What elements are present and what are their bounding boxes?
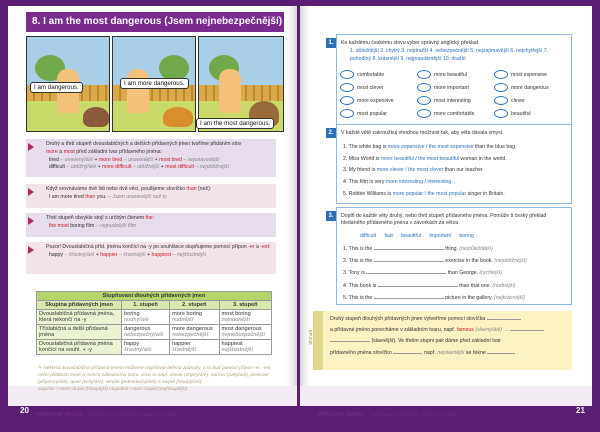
table-header: 3. stupeň: [219, 301, 271, 310]
table-header: 1. stupeň: [122, 301, 170, 310]
option-item[interactable]: clever: [494, 96, 571, 105]
table-header: Skupina přídavných jmen: [37, 301, 122, 310]
option-item[interactable]: most expensive: [494, 70, 571, 79]
answer-blank[interactable]: [487, 353, 515, 354]
option-item[interactable]: more important: [417, 83, 494, 92]
speech-bubble-2: I am more dangerous.: [120, 78, 189, 89]
answer-oval[interactable]: [340, 96, 354, 105]
grammar-text-4: Pozor! Dvouslabičná příd. jména končící na -y po souhlásce stupňujeme pomocí přípon -er a -est: happy – šťastný/á/é + happier – šťastnější + happiest – nejšťastnější: [46, 244, 271, 258]
answer-oval[interactable]: [417, 83, 431, 92]
answer-blank[interactable]: [374, 249, 444, 250]
bullet-arrow-icon: [28, 143, 34, 151]
option-item[interactable]: more beautiful: [417, 70, 494, 79]
exercise-3-instruction: Doplň do každé věty druhý, nebo třetí stupeň přídavného jména. Pomůže ti český překlad hledaného přídavného jména v závorkách za větou.: [341, 213, 547, 227]
answer-oval[interactable]: [340, 109, 354, 118]
sentence-item[interactable]: 1. The white bag is more expensive / the most expensive than the blue bag.: [343, 144, 517, 150]
answer-blank[interactable]: [366, 273, 446, 274]
answer-oval[interactable]: [417, 70, 431, 79]
tiger-image: [163, 107, 193, 127]
left-page-number: 20: [20, 406, 29, 415]
answer-oval[interactable]: [494, 96, 508, 105]
grammar-text-3: Třetí stupeň obvykle stojí s určitým členem the: the most boring film – nejnudnější film: [46, 215, 155, 229]
sentence-item: 2. This is the exercise in the book. (nejobtížnější): [343, 258, 527, 265]
answer-blank[interactable]: [378, 286, 458, 287]
word-bank: difficult fast beautiful important boring: [360, 233, 474, 239]
dog-image: [83, 107, 109, 127]
right-footer: [300, 386, 592, 406]
option-item[interactable]: most popular: [340, 109, 417, 118]
answer-oval[interactable]: [417, 109, 431, 118]
answer-blank[interactable]: [374, 261, 444, 262]
answer-blank[interactable]: [330, 341, 370, 342]
sentence-item[interactable]: 5. Robbie Williams is more popular / the most popular singer in Britain.: [343, 190, 505, 197]
table-title: Stupňování dlouhých přídavných jmen: [37, 292, 272, 301]
bullet-arrow-icon: [28, 217, 34, 225]
exercise-2-number: 2.: [326, 128, 336, 138]
section-title: 8. I am the most dangerous (Jsem nejnebezpečnější): [26, 12, 284, 32]
exercise-1-words: 1. důležitější 2. chytrý 3. nejdražší 4. nebezpečnější 5. nejzajímavější 6. nejchytřejší 7. pohodlný 8. krásnější 9. nejpopulárnější 10. dražší: [350, 48, 549, 62]
cartoon-illustration: [26, 36, 284, 132]
sentence-item[interactable]: 2. Miss World is more beautiful / the most beautiful woman in the world.: [343, 155, 507, 162]
summary-text: Druhý stupeň dlouhých přídavných jmen vytvoříme pomocí slovíčka a přídavné jméno ponecháme v základním tvaru, např. famous (slavný/á/é) → (slavnější). Ve třetím stupni pak dáme před základní tvar přídavného jména slovíčko , např. nejslavnější se řekne: [330, 314, 566, 359]
option-item[interactable]: more comfortable: [417, 109, 494, 118]
option-item[interactable]: most interesting: [417, 96, 494, 105]
sentence-item[interactable]: 3. My friend is more clever / the most clever than our teacher.: [343, 167, 484, 174]
answer-blank[interactable]: [487, 319, 521, 320]
exercise-3-sentences: [343, 243, 569, 304]
exercise-3-number: 3.: [326, 211, 336, 221]
exercise-1-number: 1.: [326, 38, 336, 48]
table-row: Dvouslabičná přídavná jména, která nekončí na -y boring nudný/á/é more boring nudnější most boring nejnudnější: [37, 310, 272, 325]
answer-blank[interactable]: [510, 330, 544, 331]
answer-oval[interactable]: [340, 70, 354, 79]
option-item[interactable]: more dangerous: [494, 83, 571, 92]
right-footer-text: PŘÍDAVNÁ JMÉNA – Stupňování dlouhých přídavných jmen: [318, 412, 459, 418]
answer-oval[interactable]: [494, 70, 508, 79]
speech-bubble-3: I am the most dangerous.: [196, 118, 274, 129]
exercise-2-sentences: [343, 142, 569, 201]
option-item[interactable]: most clever: [340, 83, 417, 92]
table-row: Tříslabičná a delší přídavná jména dangerous nebezpečný/á/é more dangerous nebezpečnější most dangerous nejnebezpečnější: [37, 325, 272, 340]
answer-oval[interactable]: [417, 96, 431, 105]
sentence-item: 5. This is the picture in the gallery. (nejkrásnější): [343, 294, 526, 301]
sentence-item[interactable]: 4. This film is very more interesting / interesting.: [343, 179, 453, 186]
option-item[interactable]: beautiful: [494, 109, 571, 118]
right-page-number: 21: [576, 406, 585, 415]
table-row: Dvouslabičná přídavná jména končící na souhl. + -y happy šťastný/á/é happier šťastnější happiest nejšťastnější: [37, 340, 272, 355]
note-text: ✎ Některá dvouslabičná přídavná jména můžeme stupňovat dvěma způsoby, a to buď pomocí přípon -er, -est, nebo přidáním more a most k základnímu tvaru. Jsou to např. clever (chytrý/á/é), narrow (úzký/á/é), pleasant (příjemný/á/é), quiet (tichý/á/é), simple (jednoduchý/á/é) a stupid (hloupý/á/é). stupider / more stupid (hloupější) stupidest / most stupid (nejhloupější): [38, 366, 272, 392]
exercise-1-instruction: Ke každému českému slovu vyber správný anglický překlad.: [341, 40, 480, 46]
comparison-table: [36, 291, 272, 355]
exercise-1-options: [340, 70, 570, 118]
left-footer-text: PŘÍDAVNÁ JMÉNA – Stupňování dlouhých přídavných jmen: [36, 412, 177, 418]
bullet-arrow-icon: [28, 246, 34, 254]
grammar-text-1: Druhý a třetí stupeň dvouslabičných a delších přídavných jmen tvoříme přidáním slov more a most před základní tvar přídavného jména: tired – unavený/á/é + more tired – unavenější + most tired – nejunavenější difficult – obtížný/á/é + more difficult – obtížnější + most difficult – nejobtížnější: [46, 141, 242, 171]
answer-blank[interactable]: [393, 353, 421, 354]
option-item[interactable]: comfortable: [340, 70, 417, 79]
bullet-arrow-icon: [28, 188, 34, 196]
answer-blank[interactable]: [374, 298, 444, 299]
exercise-2-instruction: V každé větě zakroužkuj vhodnou možnost tak, aby věta dávala smysl.: [341, 130, 504, 136]
grammar-text-2: Když srovnáváme dvě lidi nebo dvě věci, použijeme slovíčko than (než): I am more tired than you. – Jsem unavenější než ty.: [46, 186, 212, 200]
speech-bubble-1: I am dangerous.: [30, 82, 83, 93]
sentence-item: 3. Tony is than George. (rychlejší): [343, 270, 502, 277]
sentence-item: 4. This book is than that one. (nudnější): [343, 282, 516, 289]
option-item[interactable]: more expensive: [340, 96, 417, 105]
sentence-item: 1. This is the thing. (nejdůležitější): [343, 246, 493, 252]
answer-oval[interactable]: [340, 83, 354, 92]
answer-oval[interactable]: [494, 109, 508, 118]
answer-oval[interactable]: [494, 83, 508, 92]
summary-tab: Shrnutí: [313, 311, 323, 370]
table-header: 2. stupeň: [170, 301, 219, 310]
